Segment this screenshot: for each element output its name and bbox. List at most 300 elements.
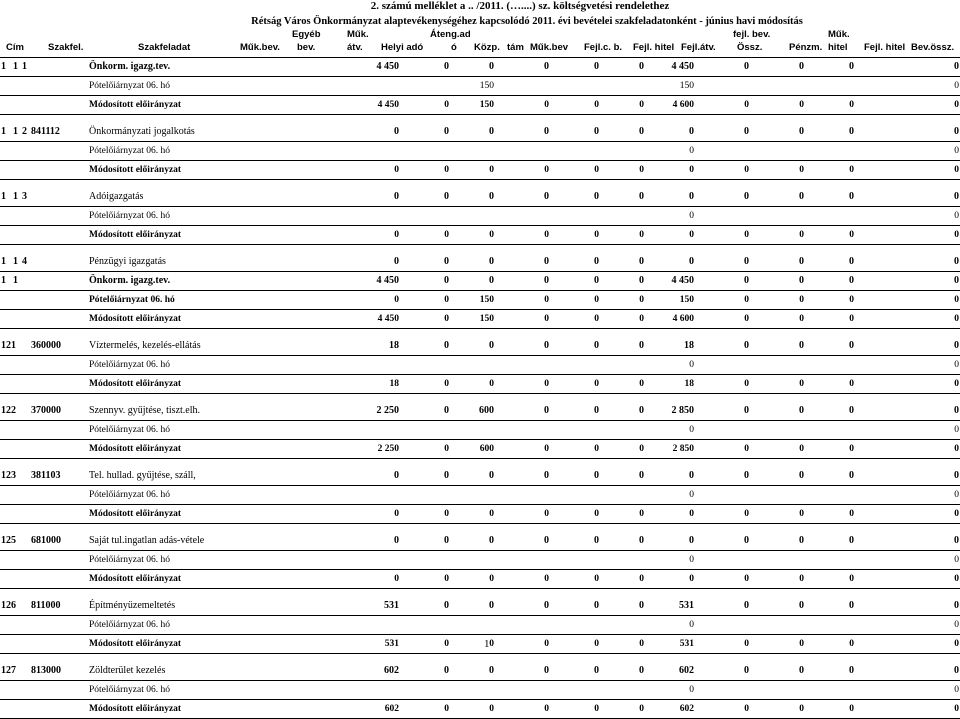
szakfel-code-cell xyxy=(30,188,88,207)
value-cell: 0 xyxy=(855,188,960,207)
value-cell: 0 xyxy=(450,635,495,654)
value-cell xyxy=(450,681,495,700)
cim-cell: 1 xyxy=(0,253,12,272)
value-cell xyxy=(750,551,805,570)
value-cell: 0 xyxy=(253,291,400,310)
table-row xyxy=(0,291,960,310)
value-cell: 0 xyxy=(695,337,750,356)
value-cell: 0 xyxy=(645,142,695,161)
table-row xyxy=(0,96,960,115)
value-cell: 0 xyxy=(805,635,855,654)
value-cell: 0 xyxy=(855,58,960,77)
value-cell: 0 xyxy=(450,700,495,719)
value-cell: 0 xyxy=(645,188,695,207)
table-row xyxy=(0,161,960,180)
value-cell xyxy=(400,207,450,226)
table-row xyxy=(0,77,960,96)
value-cell xyxy=(805,77,855,96)
szakfeladat-name-cell: Módosított előirányzat xyxy=(88,375,253,394)
value-cell xyxy=(695,551,750,570)
value-cell: 0 xyxy=(855,440,960,459)
szakfel-code-cell: 841112 xyxy=(30,123,88,142)
alcim-cell: 1 xyxy=(12,123,21,142)
header-penzm: Pénzm. xyxy=(789,42,823,53)
value-cell: 0 xyxy=(695,375,750,394)
value-cell: 0 xyxy=(253,226,400,245)
value-cell xyxy=(450,356,495,375)
value-cell: 0 xyxy=(450,226,495,245)
table-row xyxy=(0,616,960,635)
value-cell xyxy=(495,77,550,96)
cim-cell: 122 xyxy=(0,402,12,421)
value-cell: 0 xyxy=(645,616,695,635)
table-row xyxy=(0,597,960,616)
value-cell: 0 xyxy=(695,188,750,207)
value-cell: 0 xyxy=(750,310,805,329)
value-cell: 0 xyxy=(805,123,855,142)
value-cell: 0 xyxy=(400,291,450,310)
value-cell xyxy=(695,616,750,635)
header-cim: Cím xyxy=(6,42,24,53)
table-row xyxy=(0,700,960,719)
value-cell: 0 xyxy=(495,505,550,524)
value-cell: 0 xyxy=(400,253,450,272)
value-cell xyxy=(750,616,805,635)
szakfeladat-name-cell: Pótelőiárnyzat 06. hó xyxy=(88,291,253,310)
value-cell: 0 xyxy=(645,356,695,375)
value-cell: 0 xyxy=(550,597,600,616)
gap-cell xyxy=(0,524,960,533)
alcim-cell: 1 xyxy=(12,188,21,207)
value-cell: 0 xyxy=(495,188,550,207)
value-cell xyxy=(253,142,400,161)
value-cell xyxy=(550,551,600,570)
alcim-cell: 1 xyxy=(12,272,21,291)
value-cell: 0 xyxy=(450,58,495,77)
value-cell: 150 xyxy=(645,77,695,96)
value-cell: 0 xyxy=(695,272,750,291)
value-cell xyxy=(495,142,550,161)
header-szakfeladat: Szakfeladat xyxy=(138,42,191,53)
value-cell: 0 xyxy=(495,402,550,421)
header-atengado-2: ó xyxy=(451,42,457,53)
szakfeladat-name-cell: Pénzügyi igazgatás xyxy=(88,253,253,272)
szakfeladat-name-cell: Pótelőiárnyzat 06. hó xyxy=(88,142,253,161)
jogcim-cell xyxy=(21,467,30,486)
value-cell xyxy=(450,207,495,226)
value-cell: 0 xyxy=(645,123,695,142)
indent-cell xyxy=(0,440,88,459)
value-cell: 0 xyxy=(645,486,695,505)
value-cell: 0 xyxy=(855,700,960,719)
value-cell: 0 xyxy=(855,123,960,142)
value-cell: 0 xyxy=(695,291,750,310)
table-row xyxy=(0,467,960,486)
value-cell: 0 xyxy=(855,375,960,394)
indent-cell xyxy=(0,161,88,180)
szakfel-code-cell: 681000 xyxy=(30,532,88,551)
table-row xyxy=(0,551,960,570)
value-cell: 0 xyxy=(450,337,495,356)
value-cell: 0 xyxy=(805,226,855,245)
value-cell: 0 xyxy=(400,597,450,616)
jogcim-cell xyxy=(21,662,30,681)
value-cell xyxy=(450,421,495,440)
value-cell xyxy=(253,486,400,505)
value-cell: 0 xyxy=(400,123,450,142)
value-cell: 0 xyxy=(855,467,960,486)
value-cell: 0 xyxy=(600,570,645,589)
gap-cell xyxy=(0,654,960,663)
value-cell: 0 xyxy=(450,161,495,180)
cim-cell: 1 xyxy=(0,272,12,291)
value-cell xyxy=(495,681,550,700)
value-cell: 0 xyxy=(495,467,550,486)
value-cell: 531 xyxy=(645,597,695,616)
gap-cell xyxy=(0,459,960,468)
table-row xyxy=(0,421,960,440)
value-cell: 0 xyxy=(855,505,960,524)
value-cell xyxy=(495,356,550,375)
value-cell: 0 xyxy=(550,96,600,115)
szakfeladat-name-cell: Önkormányzati jogalkotás xyxy=(88,123,253,142)
indent-cell xyxy=(0,226,88,245)
header-fejlatv: Fejl.átv. xyxy=(681,42,716,53)
value-cell xyxy=(253,356,400,375)
value-cell: 0 xyxy=(600,505,645,524)
row-gap xyxy=(0,245,960,254)
value-cell xyxy=(253,421,400,440)
szakfeladat-name-cell: Tel. hullad. gyűjtése, száll, xyxy=(88,467,253,486)
value-cell xyxy=(550,616,600,635)
table-row xyxy=(0,253,960,272)
value-cell: 0 xyxy=(695,402,750,421)
value-cell xyxy=(550,421,600,440)
value-cell xyxy=(750,681,805,700)
value-cell: 0 xyxy=(600,662,645,681)
value-cell: 531 xyxy=(645,635,695,654)
table-row xyxy=(0,356,960,375)
value-cell xyxy=(550,356,600,375)
value-cell: 0 xyxy=(400,188,450,207)
row-gap xyxy=(0,524,960,533)
value-cell: 0 xyxy=(805,58,855,77)
value-cell xyxy=(750,77,805,96)
header-egyeb-bev: bev. xyxy=(297,42,316,53)
value-cell xyxy=(805,356,855,375)
value-cell: 0 xyxy=(495,310,550,329)
value-cell: 602 xyxy=(645,700,695,719)
value-cell: 0 xyxy=(550,253,600,272)
value-cell: 0 xyxy=(805,532,855,551)
value-cell: 0 xyxy=(855,662,960,681)
value-cell: 0 xyxy=(495,440,550,459)
value-cell: 4 450 xyxy=(253,272,400,291)
header-bevossz: Bev.össz. xyxy=(911,42,955,53)
indent-cell xyxy=(0,310,88,329)
indent-cell xyxy=(0,700,88,719)
value-cell xyxy=(600,142,645,161)
value-cell: 0 xyxy=(645,532,695,551)
value-cell: 4 450 xyxy=(645,58,695,77)
value-cell: 0 xyxy=(550,337,600,356)
value-cell: 0 xyxy=(450,272,495,291)
row-gap xyxy=(0,115,960,124)
value-cell: 0 xyxy=(805,161,855,180)
szakfeladat-name-cell: Pótelőiárnyzat 06. hó xyxy=(88,681,253,700)
value-cell xyxy=(750,421,805,440)
header-szakfel: Szakfel. xyxy=(48,42,84,53)
value-cell: 602 xyxy=(645,662,695,681)
szakfeladat-name-cell: Pótelőiárnyzat 06. hó xyxy=(88,77,253,96)
value-cell: 0 xyxy=(495,96,550,115)
value-cell: 0 xyxy=(495,597,550,616)
value-cell: 0 xyxy=(550,123,600,142)
cim-cell: 121 xyxy=(0,337,12,356)
value-cell: 0 xyxy=(750,226,805,245)
row-gap xyxy=(0,459,960,468)
value-cell: 0 xyxy=(450,253,495,272)
value-cell: 0 xyxy=(550,375,600,394)
value-cell: 0 xyxy=(600,253,645,272)
header-ossz: Össz. xyxy=(737,42,763,53)
jogcim-cell xyxy=(21,337,30,356)
header-tam: tám xyxy=(507,42,524,53)
row-gap xyxy=(0,589,960,598)
value-cell: 0 xyxy=(550,161,600,180)
table-row xyxy=(0,570,960,589)
value-cell xyxy=(400,356,450,375)
value-cell: 0 xyxy=(550,662,600,681)
value-cell: 0 xyxy=(550,310,600,329)
szakfel-code-cell xyxy=(30,58,88,77)
szakfeladat-name-cell: Pótelőiárnyzat 06. hó xyxy=(88,551,253,570)
value-cell: 0 xyxy=(400,700,450,719)
value-cell: 0 xyxy=(550,188,600,207)
value-cell: 0 xyxy=(600,440,645,459)
indent-cell xyxy=(0,421,88,440)
value-cell: 0 xyxy=(695,96,750,115)
jogcim-cell xyxy=(21,597,30,616)
value-cell xyxy=(600,421,645,440)
value-cell: 0 xyxy=(695,123,750,142)
value-cell: 0 xyxy=(550,58,600,77)
value-cell: 0 xyxy=(450,123,495,142)
value-cell: 0 xyxy=(600,310,645,329)
value-cell: 0 xyxy=(855,570,960,589)
document-title: 2. számú melléklet a .. /2011. (…....) sz. költségvetési rendelethez xyxy=(370,0,670,12)
value-cell: 0 xyxy=(253,253,400,272)
value-cell xyxy=(550,486,600,505)
value-cell: 0 xyxy=(645,505,695,524)
value-cell: 0 xyxy=(550,570,600,589)
value-cell: 0 xyxy=(695,662,750,681)
value-cell: 0 xyxy=(750,402,805,421)
value-cell xyxy=(495,421,550,440)
value-cell xyxy=(805,616,855,635)
value-cell: 0 xyxy=(600,188,645,207)
value-cell xyxy=(253,616,400,635)
alcim-cell: 1 xyxy=(12,58,21,77)
value-cell xyxy=(495,616,550,635)
value-cell: 0 xyxy=(400,467,450,486)
table-row xyxy=(0,207,960,226)
value-cell: 0 xyxy=(400,532,450,551)
szakfeladat-name-cell: Módosított előirányzat xyxy=(88,161,253,180)
value-cell xyxy=(600,356,645,375)
szakfeladat-name-cell: Pótelőiárnyzat 06. hó xyxy=(88,356,253,375)
szakfeladat-name-cell: Saját tul.ingatlan adás-vétele xyxy=(88,532,253,551)
indent-cell xyxy=(0,375,88,394)
value-cell: 0 xyxy=(550,700,600,719)
value-cell: 0 xyxy=(750,597,805,616)
value-cell: 0 xyxy=(400,337,450,356)
header-helyiado: Helyi adó xyxy=(381,42,424,53)
szakfel-code-cell: 360000 xyxy=(30,337,88,356)
value-cell: 4 450 xyxy=(645,272,695,291)
value-cell: 0 xyxy=(855,616,960,635)
value-cell: 0 xyxy=(750,662,805,681)
value-cell: 0 xyxy=(805,700,855,719)
szakfeladat-name-cell: Pótelőiárnyzat 06. hó xyxy=(88,421,253,440)
value-cell: 0 xyxy=(645,551,695,570)
value-cell xyxy=(550,77,600,96)
value-cell: 0 xyxy=(550,226,600,245)
value-cell: 0 xyxy=(695,505,750,524)
szakfeladat-name-cell: Módosított előirányzat xyxy=(88,226,253,245)
value-cell: 0 xyxy=(253,123,400,142)
value-cell: 0 xyxy=(400,96,450,115)
header-hitel: hitel xyxy=(828,42,848,53)
value-cell: 0 xyxy=(750,253,805,272)
value-cell: 150 xyxy=(450,96,495,115)
value-cell: 0 xyxy=(600,467,645,486)
szakfeladat-name-cell: Önkorm. igazg.tev. xyxy=(88,58,253,77)
value-cell: 0 xyxy=(695,310,750,329)
header-muk: Műk. xyxy=(347,29,369,40)
value-cell: 0 xyxy=(695,58,750,77)
table-row xyxy=(0,310,960,329)
szakfeladat-name-cell: Adóigazgatás xyxy=(88,188,253,207)
value-cell: 0 xyxy=(855,96,960,115)
value-cell: 0 xyxy=(855,597,960,616)
value-cell: 0 xyxy=(855,142,960,161)
value-cell xyxy=(805,681,855,700)
value-cell: 0 xyxy=(750,635,805,654)
header-atengado: Áteng.ad xyxy=(430,29,471,40)
value-cell: 0 xyxy=(253,161,400,180)
value-cell xyxy=(750,356,805,375)
value-cell: 0 xyxy=(750,532,805,551)
jogcim-cell xyxy=(21,532,30,551)
value-cell: 531 xyxy=(253,635,400,654)
table-row xyxy=(0,337,960,356)
value-cell: 0 xyxy=(400,226,450,245)
document-subtitle: Rétság Város Önkormányzat alaptevékenységéhez kapcsolódó 2011. évi bevételei szakfeladatonként - június havi módosítás xyxy=(251,16,803,27)
value-cell: 0 xyxy=(855,291,960,310)
table-row xyxy=(0,662,960,681)
value-cell: 4 450 xyxy=(253,58,400,77)
table-row xyxy=(0,681,960,700)
value-cell: 0 xyxy=(695,597,750,616)
value-cell: 0 xyxy=(645,161,695,180)
value-cell: 0 xyxy=(600,123,645,142)
value-cell: 0 xyxy=(750,337,805,356)
value-cell: 0 xyxy=(495,272,550,291)
value-cell: 0 xyxy=(645,421,695,440)
value-cell: 0 xyxy=(600,272,645,291)
value-cell xyxy=(600,681,645,700)
cim-cell: 126 xyxy=(0,597,12,616)
value-cell xyxy=(695,142,750,161)
value-cell: 0 xyxy=(855,356,960,375)
table-row xyxy=(0,58,960,77)
value-cell: 0 xyxy=(855,635,960,654)
value-cell: 0 xyxy=(600,96,645,115)
value-cell: 0 xyxy=(400,272,450,291)
szakfeladat-name-cell: Zöldterület kezelés xyxy=(88,662,253,681)
value-cell: 0 xyxy=(805,662,855,681)
table-row xyxy=(0,188,960,207)
header-fejlhitel: Fejl. hitel xyxy=(633,42,675,53)
value-cell: 0 xyxy=(600,597,645,616)
gap-cell xyxy=(0,115,960,124)
table-row xyxy=(0,486,960,505)
value-cell xyxy=(450,551,495,570)
value-cell: 0 xyxy=(400,570,450,589)
value-cell: 2 250 xyxy=(253,402,400,421)
indent-cell xyxy=(0,291,88,310)
indent-cell xyxy=(0,635,88,654)
value-cell xyxy=(695,681,750,700)
szakfeladat-name-cell: Módosított előirányzat xyxy=(88,310,253,329)
indent-cell xyxy=(0,486,88,505)
revenue-table xyxy=(0,58,960,719)
value-cell: 0 xyxy=(495,226,550,245)
szakfel-code-cell xyxy=(30,253,88,272)
value-cell xyxy=(695,207,750,226)
szakfeladat-name-cell: Pótelőiárnyzat 06. hó xyxy=(88,486,253,505)
value-cell: 602 xyxy=(253,662,400,681)
indent-cell xyxy=(0,77,88,96)
value-cell: 0 xyxy=(550,291,600,310)
gap-cell xyxy=(0,589,960,598)
jogcim-cell: 4 xyxy=(21,253,30,272)
value-cell xyxy=(400,616,450,635)
value-cell: 0 xyxy=(645,467,695,486)
value-cell xyxy=(400,551,450,570)
value-cell: 0 xyxy=(750,505,805,524)
value-cell xyxy=(253,551,400,570)
value-cell xyxy=(253,681,400,700)
value-cell xyxy=(695,77,750,96)
value-cell: 0 xyxy=(400,635,450,654)
value-cell: 0 xyxy=(695,700,750,719)
szakfeladat-name-cell: Módosított előirányzat xyxy=(88,440,253,459)
value-cell: 0 xyxy=(495,375,550,394)
szakfel-code-cell: 381103 xyxy=(30,467,88,486)
table-row xyxy=(0,532,960,551)
indent-cell xyxy=(0,207,88,226)
page-number: 1 xyxy=(484,638,490,650)
jogcim-cell xyxy=(21,272,30,291)
value-cell xyxy=(600,616,645,635)
value-cell: 600 xyxy=(450,440,495,459)
value-cell: 0 xyxy=(400,161,450,180)
value-cell: 0 xyxy=(805,570,855,589)
table-row xyxy=(0,272,960,291)
value-cell: 0 xyxy=(253,467,400,486)
